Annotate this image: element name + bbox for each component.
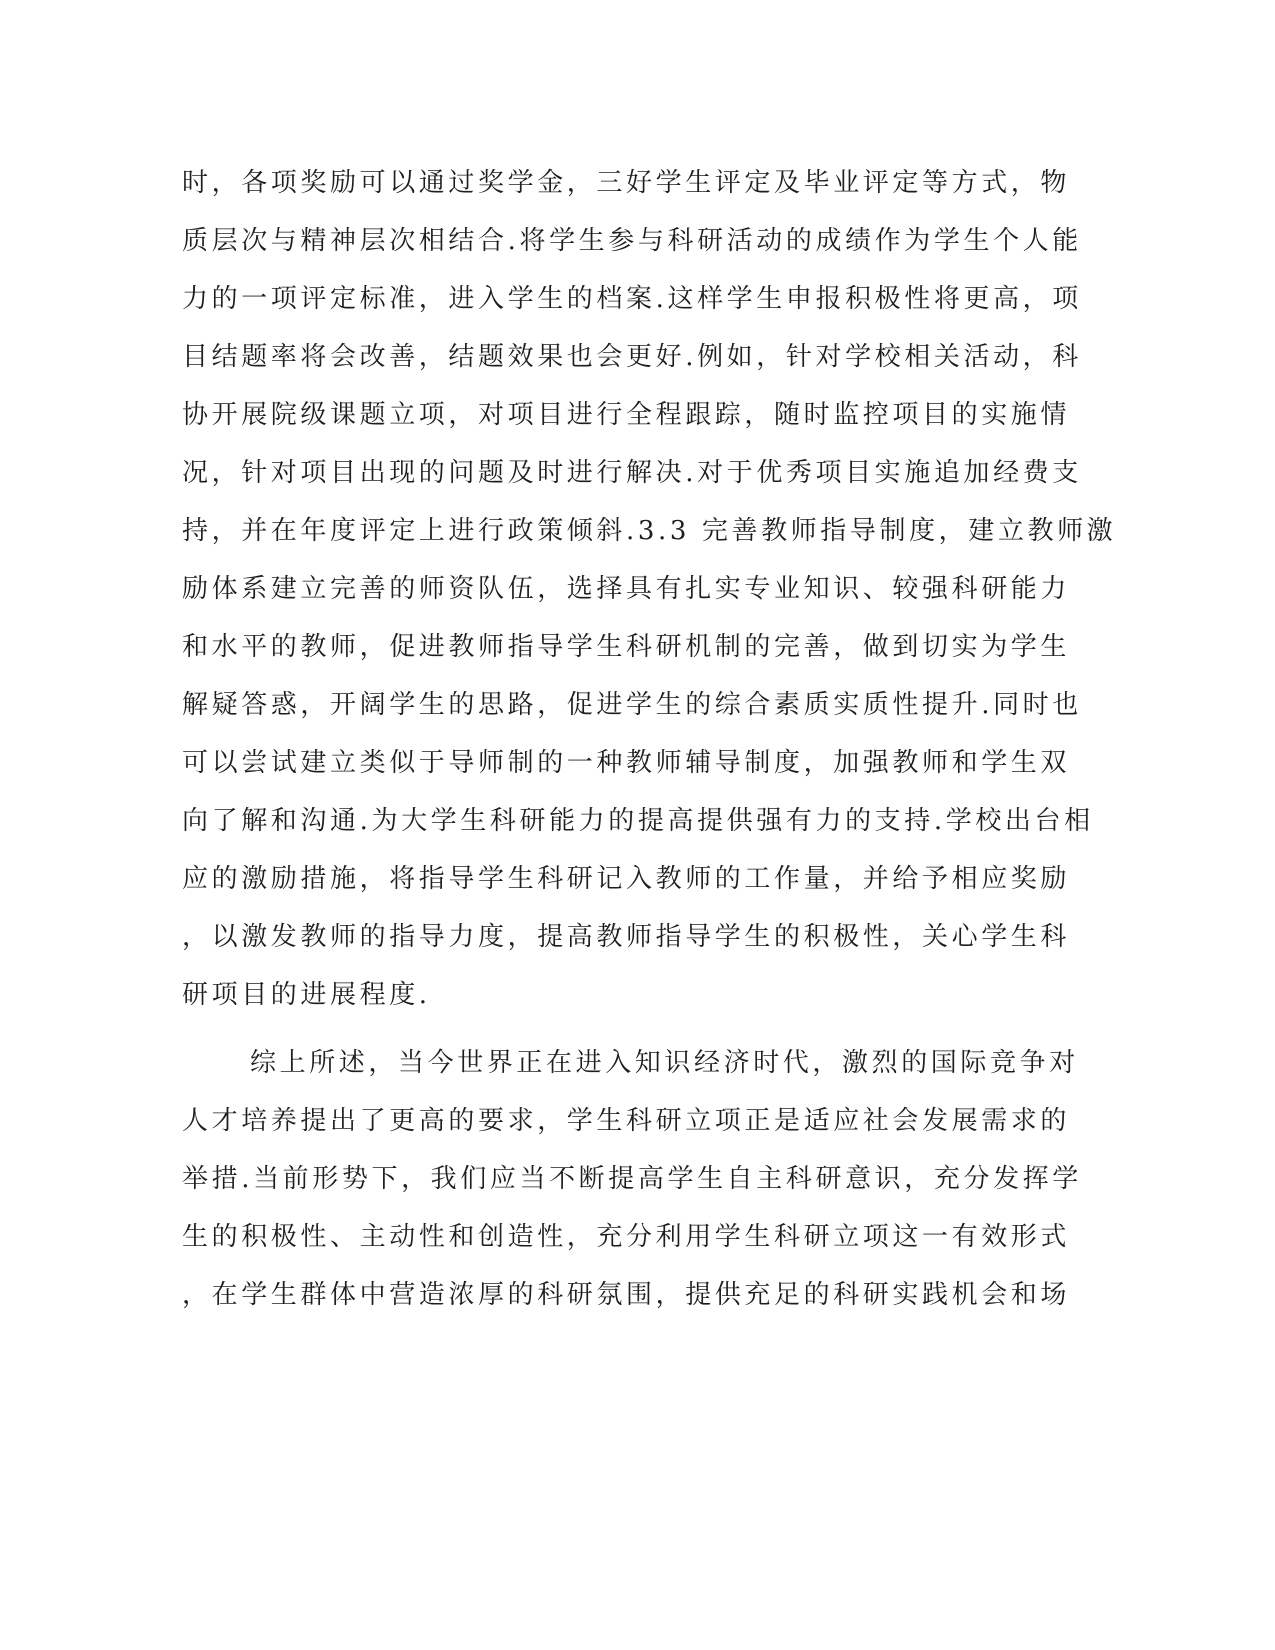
body-text-line: 况，针对项目出现的问题及时进行解决.对于优秀项目实施追加经费支 [182, 458, 1082, 488]
body-text-line: ，在学生群体中营造浓厚的科研氛围，提供充足的科研实践机会和场 [182, 1280, 1071, 1310]
body-text-line: 和水平的教师，促进教师指导学生科研机制的完善，做到切实为学生 [182, 632, 1071, 662]
body-text-line: 时，各项奖励可以通过奖学金，三好学生评定及毕业评定等方式，物 [182, 168, 1071, 198]
body-text-line: 人才培养提出了更高的要求，学生科研立项正是适应社会发展需求的 [182, 1106, 1071, 1136]
body-text-line: 可以尝试建立类似于导师制的一种教师辅导制度，加强教师和学生双 [182, 748, 1071, 778]
body-text-line: 目结题率将会改善，结题效果也会更好.例如，针对学校相关活动，科 [182, 342, 1082, 372]
body-text-line: 协开展院级课题立项，对项目进行全程跟踪，随时监控项目的实施情 [182, 400, 1071, 430]
body-text-line: 应的激励措施，将指导学生科研记入教师的工作量，并给予相应奖励 [182, 864, 1071, 894]
body-text-line: 举措.当前形势下，我们应当不断提高学生自主科研意识，充分发挥学 [182, 1164, 1082, 1194]
body-text-line: 力的一项评定标准，进入学生的档案.这样学生申报积极性将更高，项 [182, 284, 1082, 314]
body-text-line: 解疑答惑，开阔学生的思路，促进学生的综合素质实质性提升.同时也 [182, 690, 1082, 720]
body-text-line: ，以激发教师的指导力度，提高教师指导学生的积极性，关心学生科 [182, 922, 1071, 952]
body-text-line: 研项目的进展程度. [182, 980, 431, 1010]
body-text-line: 生的积极性、主动性和创造性，充分利用学生科研立项这一有效形式 [182, 1222, 1071, 1252]
body-text-line: 励体系建立完善的师资队伍，选择具有扎实专业知识、较强科研能力 [182, 574, 1071, 604]
paragraph-first-line: 综上所述，当今世界正在进入知识经济时代，激烈的国际竞争对 [250, 1048, 1079, 1078]
body-text-line: 质层次与精神层次相结合.将学生参与科研活动的成绩作为学生个人能 [182, 226, 1082, 256]
body-text-line: 向了解和沟通.为大学生科研能力的提高提供强有力的支持.学校出台相 [182, 806, 1094, 836]
body-text-line: 持，并在年度评定上进行政策倾斜.3.3 完善教师指导制度，建立教师激 [182, 516, 1117, 546]
